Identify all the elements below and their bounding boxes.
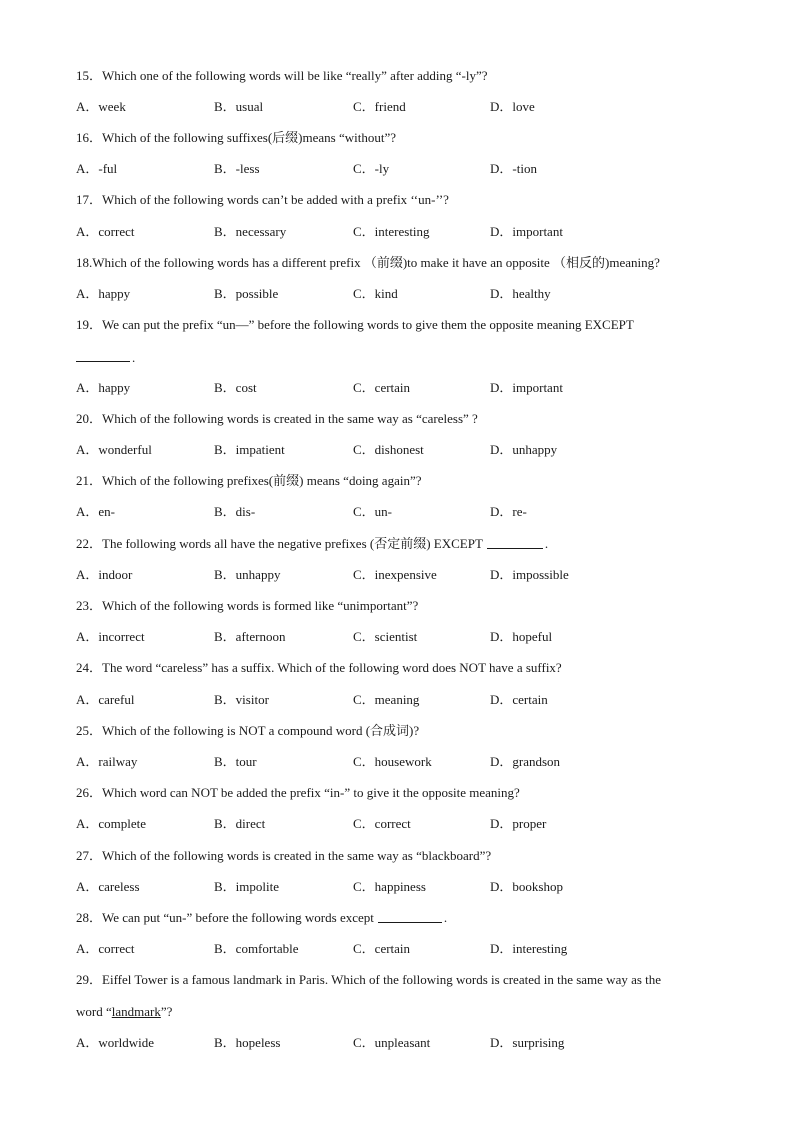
question-number: 26． xyxy=(76,785,103,800)
options-19 xyxy=(76,380,734,396)
option-b[interactable]: B．possible xyxy=(214,286,279,301)
question-number: 27． xyxy=(76,848,103,863)
option-c[interactable]: C．-ly xyxy=(353,161,390,176)
option-b[interactable]: B．impatient xyxy=(214,442,285,457)
option-a[interactable]: A．en- xyxy=(76,504,115,519)
question-number: 23． xyxy=(76,598,103,613)
option-c[interactable]: C．certain xyxy=(353,941,411,956)
question-text: The word “careless” has a suffix. Which of the following word does NOT have a suffix? xyxy=(102,660,562,675)
question-number: 22． xyxy=(76,536,103,551)
option-c[interactable]: C．dishonest xyxy=(353,442,424,457)
options-17 xyxy=(76,224,734,240)
option-b[interactable]: B．necessary xyxy=(214,224,287,239)
option-a[interactable]: A．happy xyxy=(76,380,131,395)
option-a[interactable]: A．wonderful xyxy=(76,442,152,457)
options-26 xyxy=(76,816,734,832)
question-19-blank-line xyxy=(76,349,734,366)
options-25 xyxy=(76,754,734,770)
question-25 xyxy=(76,723,734,739)
question-number: 19． xyxy=(76,317,103,332)
option-b[interactable]: B．visitor xyxy=(214,692,269,707)
question-15 xyxy=(76,68,734,84)
question-29-continuation xyxy=(76,1004,734,1020)
answer-blank[interactable] xyxy=(378,910,442,923)
options-21 xyxy=(76,504,734,520)
options-22 xyxy=(76,567,734,583)
options-18 xyxy=(76,286,734,302)
option-b[interactable]: B．dis- xyxy=(214,504,256,519)
options-27 xyxy=(76,879,734,895)
option-a[interactable]: A．happy xyxy=(76,286,131,301)
option-a[interactable]: A．railway xyxy=(76,754,138,769)
option-a[interactable]: A．careful xyxy=(76,692,135,707)
question-number: 25． xyxy=(76,723,103,738)
option-d[interactable]: D．unhappy xyxy=(490,442,558,457)
options-28 xyxy=(76,941,734,957)
question-28 xyxy=(76,910,734,926)
option-a[interactable]: A．correct xyxy=(76,941,135,956)
option-d[interactable]: D．grandson xyxy=(490,754,561,769)
question-text: Which of the following words can’t be added with a prefix ‘‘un-’’? xyxy=(102,192,449,207)
options-16 xyxy=(76,161,734,177)
option-d[interactable]: D．bookshop xyxy=(490,879,563,894)
punctuation: . xyxy=(132,350,136,365)
question-text: Which of the following words is created in the same way as “blackboard”? xyxy=(102,848,492,863)
option-d[interactable]: D．healthy xyxy=(490,286,551,301)
option-d[interactable]: D．important xyxy=(490,224,563,239)
option-c[interactable]: C．un- xyxy=(353,504,393,519)
question-number: 29． xyxy=(76,972,103,987)
question-text: Which of the following prefixes(前缀) means “doing again”? xyxy=(102,473,422,488)
question-number: 28． xyxy=(76,910,103,925)
question-19 xyxy=(76,317,734,333)
option-b[interactable]: B．cost xyxy=(214,380,257,395)
question-number: 17． xyxy=(76,192,103,207)
option-a[interactable]: A．incorrect xyxy=(76,629,145,644)
options-29 xyxy=(76,1035,734,1051)
question-text: Which of the following suffixes(后缀)means “without”? xyxy=(102,130,397,145)
question-text: The following words all have the negative prefixes (否定前缀) EXCEPT xyxy=(102,536,483,551)
option-b[interactable]: B．hopeless xyxy=(214,1035,281,1050)
question-27 xyxy=(76,848,734,864)
question-text: Which of the following is NOT a compound word (合成词)? xyxy=(102,723,420,738)
question-20 xyxy=(76,411,734,427)
question-16 xyxy=(76,130,734,146)
option-b[interactable]: B．direct xyxy=(214,816,266,831)
question-number: 15． xyxy=(76,68,103,83)
option-a[interactable]: A．-ful xyxy=(76,161,118,176)
question-number: 21． xyxy=(76,473,103,488)
option-a[interactable]: A．week xyxy=(76,99,126,114)
option-b[interactable]: B．usual xyxy=(214,99,264,114)
option-c[interactable]: C．housework xyxy=(353,754,432,769)
option-a[interactable]: A．worldwide xyxy=(76,1035,154,1050)
option-d[interactable]: D．important xyxy=(490,380,563,395)
question-number: 20． xyxy=(76,411,103,426)
option-b[interactable]: B．-less xyxy=(214,161,260,176)
option-c[interactable]: C．scientist xyxy=(353,629,418,644)
option-d[interactable]: D．proper xyxy=(490,816,547,831)
option-b[interactable]: B．unhappy xyxy=(214,567,281,582)
option-b[interactable]: B．tour xyxy=(214,754,257,769)
question-text: Which of the following words is formed like “unimportant”? xyxy=(102,598,419,613)
question-text: Eiffel Tower is a famous landmark in Paris. Which of the following words is created in the same way as the xyxy=(102,972,662,987)
question-21 xyxy=(76,473,734,489)
option-d[interactable]: D．hopeful xyxy=(490,629,553,644)
question-text: We can put “un-” before the following words except xyxy=(102,910,374,925)
underlined-word: landmark xyxy=(111,1004,161,1019)
punctuation: . xyxy=(443,910,448,925)
continuation-text: word “ xyxy=(76,1004,112,1019)
option-c[interactable]: C．friend xyxy=(353,99,406,114)
option-d[interactable]: D．surprising xyxy=(490,1035,565,1050)
option-d[interactable]: D．-tion xyxy=(490,161,537,176)
option-d[interactable]: D．interesting xyxy=(490,941,568,956)
option-d[interactable]: D．impossible xyxy=(490,567,569,582)
question-22 xyxy=(76,536,734,552)
question-23 xyxy=(76,598,734,614)
question-24 xyxy=(76,660,734,676)
option-b[interactable]: B．afternoon xyxy=(214,629,286,644)
question-number: 18. xyxy=(76,255,93,270)
options-24 xyxy=(76,692,734,708)
option-c[interactable]: C．correct xyxy=(353,816,411,831)
option-c[interactable]: C．unpleasant xyxy=(353,1035,431,1050)
option-d[interactable]: D．love xyxy=(490,99,535,114)
answer-blank[interactable] xyxy=(76,349,130,362)
question-18 xyxy=(76,255,734,271)
question-text: Which one of the following words will be like “really” after adding “-ly”? xyxy=(102,68,488,83)
option-a[interactable]: A．correct xyxy=(76,224,135,239)
option-d[interactable]: D．certain xyxy=(490,692,548,707)
question-text: We can put the prefix “un—” before the following words to give them the opposite meaning EXCEPT xyxy=(102,317,634,332)
option-c[interactable]: C．happiness xyxy=(353,879,426,894)
question-26 xyxy=(76,785,734,801)
question-29 xyxy=(76,972,734,988)
question-text: Which of the following words has a different prefix （前缀)to make it have an opposite （相反的)meaning? xyxy=(92,255,660,270)
option-b[interactable]: B．impolite xyxy=(214,879,280,894)
option-a[interactable]: A．indoor xyxy=(76,567,133,582)
punctuation: . xyxy=(544,536,549,551)
option-a[interactable]: A．complete xyxy=(76,816,147,831)
options-23 xyxy=(76,629,734,645)
question-text: Which of the following words is created in the same way as “careless” ? xyxy=(102,411,478,426)
continuation-text: ”? xyxy=(160,1004,173,1019)
option-d[interactable]: D．re- xyxy=(490,504,527,519)
question-number: 24． xyxy=(76,660,103,675)
options-20 xyxy=(76,442,734,458)
option-b[interactable]: B．comfortable xyxy=(214,941,299,956)
question-text: Which word can NOT be added the prefix “in-” to give it the opposite meaning? xyxy=(102,785,520,800)
option-c[interactable]: C．kind xyxy=(353,286,398,301)
question-number: 16． xyxy=(76,130,103,145)
answer-blank[interactable] xyxy=(487,536,543,549)
option-c[interactable]: C．meaning xyxy=(353,692,420,707)
option-c[interactable]: C．inexpensive xyxy=(353,567,437,582)
option-c[interactable]: C．interesting xyxy=(353,224,430,239)
option-a[interactable]: A．careless xyxy=(76,879,140,894)
options-15 xyxy=(76,99,734,115)
question-17 xyxy=(76,192,734,208)
option-c[interactable]: C．certain xyxy=(353,380,411,395)
